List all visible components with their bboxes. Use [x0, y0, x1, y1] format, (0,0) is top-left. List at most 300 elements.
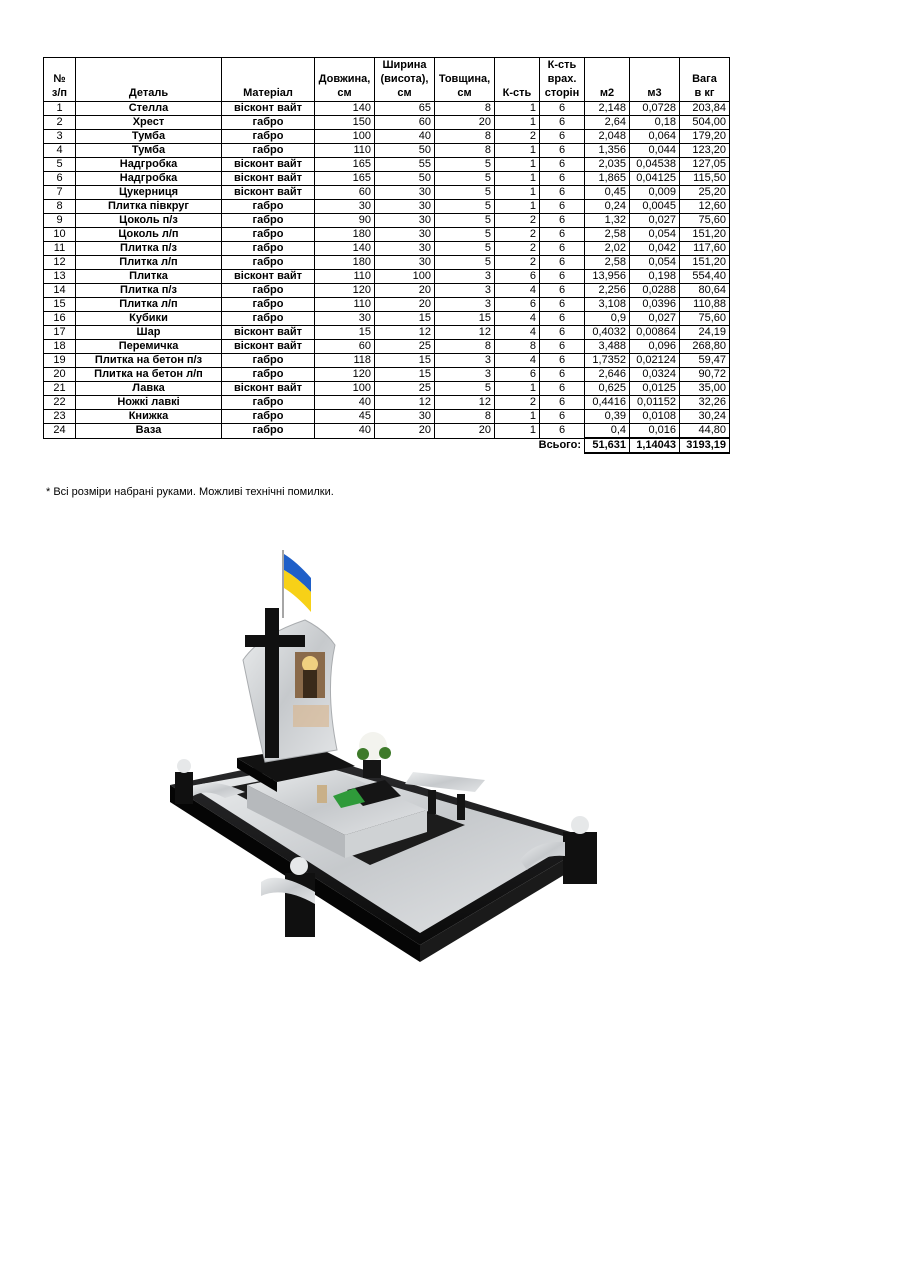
cell-width: 20	[375, 298, 435, 312]
cell-weight: 504,00	[680, 116, 730, 130]
table-row	[44, 186, 730, 200]
cell-sides: 6	[540, 382, 585, 396]
cell-n: 11	[44, 242, 76, 256]
cell-m2: 0,4	[585, 424, 630, 439]
cell-part: Плитка п/з	[76, 242, 222, 256]
cell-material: габро	[222, 410, 315, 424]
cell-thickness: 15	[435, 312, 495, 326]
total-weight: 3193,19	[680, 438, 730, 453]
ball-front-left	[290, 857, 308, 875]
inscription	[293, 705, 329, 727]
table-row	[44, 200, 730, 214]
cell-thickness: 8	[435, 410, 495, 424]
cell-sides: 6	[540, 312, 585, 326]
cell-width: 30	[375, 186, 435, 200]
cell-length: 60	[315, 186, 375, 200]
cell-m2: 2,02	[585, 242, 630, 256]
cell-m3: 0,054	[630, 228, 680, 242]
cell-m3: 0,04125	[630, 172, 680, 186]
cell-weight: 110,88	[680, 298, 730, 312]
cell-qty: 2	[495, 214, 540, 228]
cell-part: Плитка	[76, 270, 222, 284]
post-right	[563, 832, 597, 884]
cell-length: 15	[315, 326, 375, 340]
cell-sides: 6	[540, 116, 585, 130]
cell-qty: 4	[495, 312, 540, 326]
cell-width: 50	[375, 144, 435, 158]
cell-qty: 8	[495, 340, 540, 354]
cell-material: вісконт вайт	[222, 326, 315, 340]
cell-n: 7	[44, 186, 76, 200]
cell-material: габро	[222, 396, 315, 410]
cell-width: 12	[375, 396, 435, 410]
total-label: Всього:	[538, 439, 581, 452]
cell-n: 9	[44, 214, 76, 228]
cell-qty: 6	[495, 270, 540, 284]
col-sides: К-сть врах. сторін	[540, 58, 585, 102]
post-back-left	[175, 772, 193, 804]
cell-part: Ваза	[76, 424, 222, 439]
table-row	[44, 312, 730, 326]
cell-sides: 6	[540, 368, 585, 382]
cross-horizontal	[245, 635, 305, 647]
cell-part: Лавка	[76, 382, 222, 396]
cell-qty: 1	[495, 200, 540, 214]
cell-n: 12	[44, 256, 76, 270]
cell-part: Плитка півкруг	[76, 200, 222, 214]
cell-width: 12	[375, 326, 435, 340]
table-row	[44, 228, 730, 242]
cell-sides: 6	[540, 256, 585, 270]
cell-width: 30	[375, 228, 435, 242]
cell-n: 15	[44, 298, 76, 312]
cell-m2: 0,625	[585, 382, 630, 396]
table-row	[44, 172, 730, 186]
cell-length: 165	[315, 158, 375, 172]
cell-sides: 6	[540, 326, 585, 340]
cell-thickness: 3	[435, 354, 495, 368]
cell-qty: 1	[495, 186, 540, 200]
cell-length: 90	[315, 214, 375, 228]
cell-part: Надгробка	[76, 158, 222, 172]
footnote: * Всі розміри набрані руками. Можливі технічні помилки.	[46, 486, 334, 498]
cell-part: Надгробка	[76, 172, 222, 186]
table-row	[44, 214, 730, 228]
col-part: Деталь	[76, 58, 222, 102]
cell-m2: 2,048	[585, 130, 630, 144]
col-thickness: Товщина, см	[435, 58, 495, 102]
cell-weight: 117,60	[680, 242, 730, 256]
cell-sides: 6	[540, 424, 585, 439]
table-row	[44, 354, 730, 368]
cell-weight: 123,20	[680, 144, 730, 158]
cell-sides: 6	[540, 102, 585, 116]
cell-material: габро	[222, 354, 315, 368]
cell-m2: 0,9	[585, 312, 630, 326]
cell-m3: 0,096	[630, 340, 680, 354]
cell-thickness: 5	[435, 256, 495, 270]
cell-part: Плитка п/з	[76, 284, 222, 298]
cell-length: 40	[315, 424, 375, 439]
cell-m2: 13,956	[585, 270, 630, 284]
cell-m2: 2,64	[585, 116, 630, 130]
cell-qty: 1	[495, 424, 540, 439]
ball-back-left	[177, 759, 191, 773]
cell-part: Тумба	[76, 144, 222, 158]
cell-weight: 127,05	[680, 158, 730, 172]
cell-sides: 6	[540, 410, 585, 424]
cell-part: Шар	[76, 326, 222, 340]
total-m3: 1,14043	[630, 438, 680, 453]
cell-n: 2	[44, 116, 76, 130]
cell-thickness: 5	[435, 186, 495, 200]
cell-weight: 12,60	[680, 200, 730, 214]
cell-sides: 6	[540, 354, 585, 368]
cell-n: 23	[44, 410, 76, 424]
cell-qty: 2	[495, 228, 540, 242]
table-row	[44, 368, 730, 382]
cell-qty: 6	[495, 298, 540, 312]
cell-qty: 1	[495, 158, 540, 172]
cell-n: 8	[44, 200, 76, 214]
cell-width: 20	[375, 284, 435, 298]
cell-length: 30	[315, 200, 375, 214]
cell-m2: 1,865	[585, 172, 630, 186]
cell-material: габро	[222, 130, 315, 144]
monument-render	[165, 540, 615, 970]
cell-sides: 6	[540, 144, 585, 158]
cell-m3: 0,027	[630, 214, 680, 228]
cell-m3: 0,027	[630, 312, 680, 326]
table-row	[44, 144, 730, 158]
cell-m2: 2,58	[585, 256, 630, 270]
table-row	[44, 340, 730, 354]
cell-part: Цоколь п/з	[76, 214, 222, 228]
cell-qty: 2	[495, 256, 540, 270]
cell-material: габро	[222, 200, 315, 214]
cell-m2: 0,39	[585, 410, 630, 424]
cell-weight: 32,26	[680, 396, 730, 410]
cell-length: 180	[315, 228, 375, 242]
cross-vertical	[265, 608, 279, 758]
cell-width: 20	[375, 424, 435, 439]
cell-material: габро	[222, 424, 315, 439]
col-weight: Вага в кг	[680, 58, 730, 102]
cell-thickness: 5	[435, 172, 495, 186]
portrait-figure	[303, 670, 317, 698]
table-row	[44, 242, 730, 256]
cell-width: 50	[375, 172, 435, 186]
cell-weight: 24,19	[680, 326, 730, 340]
cell-thickness: 20	[435, 424, 495, 439]
cell-qty: 1	[495, 382, 540, 396]
cell-length: 100	[315, 382, 375, 396]
cell-n: 21	[44, 382, 76, 396]
cell-thickness: 8	[435, 340, 495, 354]
cell-thickness: 3	[435, 368, 495, 382]
total-m2: 51,631	[585, 438, 630, 453]
cell-width: 30	[375, 410, 435, 424]
cell-part: Хрест	[76, 116, 222, 130]
cell-weight: 35,00	[680, 382, 730, 396]
cell-weight: 268,80	[680, 340, 730, 354]
cell-m2: 2,148	[585, 102, 630, 116]
cell-weight: 30,24	[680, 410, 730, 424]
cell-sides: 6	[540, 228, 585, 242]
cell-m3: 0,04538	[630, 158, 680, 172]
cell-width: 30	[375, 256, 435, 270]
cell-material: габро	[222, 144, 315, 158]
cell-m3: 0,01152	[630, 396, 680, 410]
cell-length: 120	[315, 284, 375, 298]
cell-sides: 6	[540, 186, 585, 200]
bench-leg-left	[428, 790, 436, 814]
cell-qty: 6	[495, 368, 540, 382]
cell-part: Плитка на бетон п/з	[76, 354, 222, 368]
cell-m2: 0,45	[585, 186, 630, 200]
cell-m3: 0,0045	[630, 200, 680, 214]
cell-m2: 2,58	[585, 228, 630, 242]
table-header-row	[44, 58, 730, 102]
cell-n: 10	[44, 228, 76, 242]
table-row	[44, 284, 730, 298]
cell-sides: 6	[540, 396, 585, 410]
cell-thickness: 12	[435, 326, 495, 340]
cell-sides: 6	[540, 340, 585, 354]
cell-width: 15	[375, 368, 435, 382]
cell-sides: 6	[540, 158, 585, 172]
cell-n: 3	[44, 130, 76, 144]
cell-length: 60	[315, 340, 375, 354]
cell-thickness: 3	[435, 284, 495, 298]
cell-width: 25	[375, 382, 435, 396]
cell-m3: 0,0288	[630, 284, 680, 298]
cell-material: габро	[222, 298, 315, 312]
cell-width: 60	[375, 116, 435, 130]
table-row	[44, 256, 730, 270]
cell-m2: 2,035	[585, 158, 630, 172]
cell-m3: 0,009	[630, 186, 680, 200]
ball-right	[571, 816, 589, 834]
cell-m3: 0,0125	[630, 382, 680, 396]
cell-material: габро	[222, 116, 315, 130]
cell-qty: 2	[495, 130, 540, 144]
cell-m2: 1,32	[585, 214, 630, 228]
cell-qty: 2	[495, 396, 540, 410]
cell-length: 120	[315, 368, 375, 382]
cell-m2: 0,4032	[585, 326, 630, 340]
cell-n: 6	[44, 172, 76, 186]
cell-m3: 0,064	[630, 130, 680, 144]
cell-length: 140	[315, 242, 375, 256]
cell-weight: 203,84	[680, 102, 730, 116]
flowers-leaves-2	[379, 747, 391, 759]
cell-thickness: 8	[435, 130, 495, 144]
cell-m3: 0,0108	[630, 410, 680, 424]
cell-thickness: 5	[435, 158, 495, 172]
cell-weight: 179,20	[680, 130, 730, 144]
cell-material: габро	[222, 368, 315, 382]
cell-weight: 90,72	[680, 368, 730, 382]
cell-qty: 4	[495, 284, 540, 298]
cell-part: Плитка л/п	[76, 298, 222, 312]
table-row	[44, 410, 730, 424]
cell-part: Цукерниця	[76, 186, 222, 200]
cell-n: 17	[44, 326, 76, 340]
cell-length: 40	[315, 396, 375, 410]
cell-width: 15	[375, 312, 435, 326]
cell-weight: 59,47	[680, 354, 730, 368]
cell-sides: 6	[540, 200, 585, 214]
cell-qty: 1	[495, 116, 540, 130]
cell-width: 25	[375, 340, 435, 354]
cell-thickness: 5	[435, 228, 495, 242]
table-row	[44, 270, 730, 284]
cell-sides: 6	[540, 242, 585, 256]
cell-qty: 1	[495, 144, 540, 158]
col-m2: м2	[585, 58, 630, 102]
cell-part: Тумба	[76, 130, 222, 144]
cell-m3: 0,02124	[630, 354, 680, 368]
cell-length: 165	[315, 172, 375, 186]
cell-length: 180	[315, 256, 375, 270]
cell-width: 40	[375, 130, 435, 144]
cell-thickness: 5	[435, 200, 495, 214]
table-row	[44, 326, 730, 340]
cell-width: 30	[375, 200, 435, 214]
cell-material: габро	[222, 228, 315, 242]
cell-m3: 0,054	[630, 256, 680, 270]
cell-sides: 6	[540, 270, 585, 284]
cell-m3: 0,198	[630, 270, 680, 284]
cell-sides: 6	[540, 298, 585, 312]
cell-weight: 44,80	[680, 424, 730, 439]
cell-part: Ножкі лавкі	[76, 396, 222, 410]
cell-material: вісконт вайт	[222, 158, 315, 172]
cell-part: Плитка л/п	[76, 256, 222, 270]
cell-material: габро	[222, 312, 315, 326]
total-row	[44, 438, 730, 453]
cell-material: вісконт вайт	[222, 102, 315, 116]
cell-weight: 75,60	[680, 312, 730, 326]
cell-weight: 25,20	[680, 186, 730, 200]
cell-width: 15	[375, 354, 435, 368]
cell-m2: 1,356	[585, 144, 630, 158]
table-row	[44, 298, 730, 312]
cell-thickness: 8	[435, 102, 495, 116]
cell-n: 4	[44, 144, 76, 158]
cell-part: Перемичка	[76, 340, 222, 354]
lamp	[317, 785, 327, 803]
cell-qty: 4	[495, 354, 540, 368]
cell-length: 45	[315, 410, 375, 424]
cell-m2: 2,256	[585, 284, 630, 298]
cell-part: Книжка	[76, 410, 222, 424]
cell-sides: 6	[540, 214, 585, 228]
cell-m2: 3,108	[585, 298, 630, 312]
cell-n: 18	[44, 340, 76, 354]
cell-material: вісконт вайт	[222, 270, 315, 284]
cell-m3: 0,0728	[630, 102, 680, 116]
cell-length: 110	[315, 270, 375, 284]
vase	[363, 760, 381, 778]
cell-length: 118	[315, 354, 375, 368]
cell-material: габро	[222, 284, 315, 298]
cell-m3: 0,044	[630, 144, 680, 158]
table-row	[44, 116, 730, 130]
cell-m3: 0,016	[630, 424, 680, 439]
cell-qty: 1	[495, 410, 540, 424]
cell-m3: 0,0396	[630, 298, 680, 312]
cell-m2: 0,4416	[585, 396, 630, 410]
cell-part: Плитка на бетон л/п	[76, 368, 222, 382]
col-width: Ширина (висота), см	[375, 58, 435, 102]
cell-n: 19	[44, 354, 76, 368]
cell-m2: 3,488	[585, 340, 630, 354]
cell-qty: 4	[495, 326, 540, 340]
cell-material: вісконт вайт	[222, 186, 315, 200]
cell-width: 30	[375, 242, 435, 256]
cell-length: 110	[315, 298, 375, 312]
cell-qty: 2	[495, 242, 540, 256]
cell-n: 13	[44, 270, 76, 284]
table-row	[44, 424, 730, 439]
spec-table	[43, 57, 730, 454]
cell-n: 16	[44, 312, 76, 326]
cell-length: 30	[315, 312, 375, 326]
table-row	[44, 130, 730, 144]
cell-m3: 0,0324	[630, 368, 680, 382]
cell-thickness: 3	[435, 298, 495, 312]
col-material: Матеріал	[222, 58, 315, 102]
col-num: № з/п	[44, 58, 76, 102]
cell-n: 22	[44, 396, 76, 410]
cell-part: Кубики	[76, 312, 222, 326]
cell-weight: 554,40	[680, 270, 730, 284]
cell-material: габро	[222, 256, 315, 270]
cell-thickness: 12	[435, 396, 495, 410]
bench-leg-right	[457, 794, 465, 820]
cell-n: 5	[44, 158, 76, 172]
cell-material: габро	[222, 242, 315, 256]
cell-n: 14	[44, 284, 76, 298]
cell-width: 55	[375, 158, 435, 172]
cell-m3: 0,042	[630, 242, 680, 256]
cell-length: 140	[315, 102, 375, 116]
cell-m3: 0,00864	[630, 326, 680, 340]
table-row	[44, 102, 730, 116]
table-row	[44, 396, 730, 410]
cell-sides: 6	[540, 172, 585, 186]
cell-qty: 1	[495, 102, 540, 116]
cell-sides: 6	[540, 284, 585, 298]
cell-thickness: 3	[435, 270, 495, 284]
cell-thickness: 5	[435, 214, 495, 228]
cell-material: вісконт вайт	[222, 340, 315, 354]
cell-width: 100	[375, 270, 435, 284]
cell-m2: 0,24	[585, 200, 630, 214]
cell-qty: 1	[495, 172, 540, 186]
cell-m3: 0,18	[630, 116, 680, 130]
cell-part: Стелла	[76, 102, 222, 116]
cell-material: габро	[222, 214, 315, 228]
col-qty: К-сть	[495, 58, 540, 102]
cell-weight: 151,20	[680, 256, 730, 270]
flowers-leaves	[357, 748, 369, 760]
cell-part: Цоколь л/п	[76, 228, 222, 242]
table-row	[44, 158, 730, 172]
cell-thickness: 5	[435, 242, 495, 256]
